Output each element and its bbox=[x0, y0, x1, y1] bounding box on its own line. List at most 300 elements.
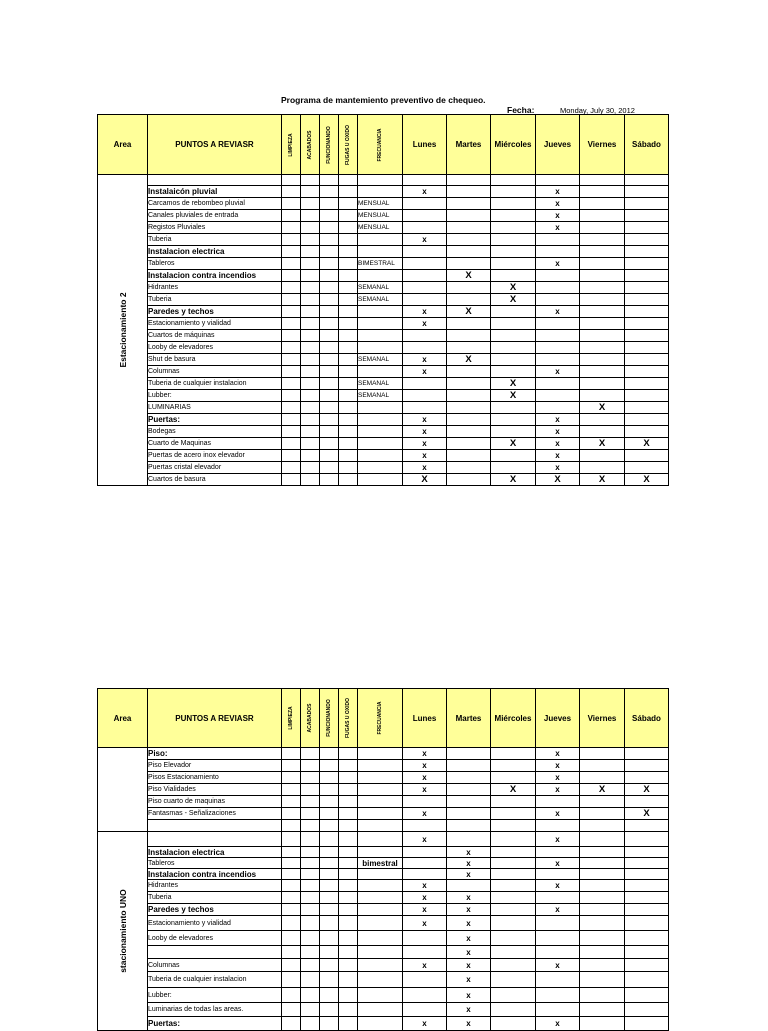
check-cell bbox=[282, 820, 301, 832]
table-row bbox=[98, 402, 669, 414]
check-cell bbox=[339, 880, 358, 892]
frequency-cell bbox=[358, 904, 403, 916]
check-cell bbox=[301, 186, 320, 198]
day-mark: x bbox=[403, 426, 447, 438]
frequency-cell bbox=[358, 462, 403, 474]
check-cell bbox=[320, 1003, 339, 1017]
frequency-cell bbox=[358, 931, 403, 946]
day-mark: x bbox=[536, 760, 580, 772]
day-mark bbox=[580, 916, 625, 931]
day-mark bbox=[447, 832, 491, 847]
day-mark bbox=[580, 832, 625, 847]
check-cell bbox=[282, 318, 301, 330]
day-mark: X bbox=[491, 390, 536, 402]
check-cell bbox=[282, 847, 301, 858]
table-row bbox=[98, 198, 669, 210]
col-area: Area bbox=[98, 689, 148, 748]
check-cell bbox=[282, 972, 301, 988]
day-mark bbox=[491, 880, 536, 892]
table-row bbox=[98, 270, 669, 282]
frequency-cell bbox=[358, 234, 403, 246]
day-mark bbox=[625, 796, 669, 808]
day-mark bbox=[403, 282, 447, 294]
day-mark bbox=[625, 186, 669, 198]
day-mark bbox=[625, 1003, 669, 1017]
col-fugas bbox=[339, 115, 358, 175]
day-mark bbox=[536, 1003, 580, 1017]
day-mark bbox=[447, 222, 491, 234]
day-mark: x bbox=[536, 366, 580, 378]
day-mark: x bbox=[403, 438, 447, 450]
day-mark: X bbox=[625, 438, 669, 450]
item-label: Puertas cristal elevador bbox=[148, 462, 282, 474]
day-mark: x bbox=[447, 931, 491, 946]
day-mark: x bbox=[536, 772, 580, 784]
table-row bbox=[98, 858, 669, 869]
check-cell bbox=[339, 772, 358, 784]
day-mark bbox=[580, 988, 625, 1003]
check-cell bbox=[282, 294, 301, 306]
day-mark bbox=[625, 402, 669, 414]
day-mark bbox=[625, 760, 669, 772]
day-mark bbox=[536, 402, 580, 414]
check-cell bbox=[282, 246, 301, 258]
table-row bbox=[98, 378, 669, 390]
date-label: Fecha: bbox=[507, 105, 535, 115]
table-row bbox=[98, 748, 669, 760]
day-mark: x bbox=[536, 186, 580, 198]
frequency-cell: bimestral bbox=[358, 858, 403, 869]
check-cell bbox=[301, 210, 320, 222]
check-cell bbox=[320, 222, 339, 234]
day-mark bbox=[447, 880, 491, 892]
check-cell bbox=[339, 186, 358, 198]
day-mark bbox=[491, 258, 536, 270]
day-mark: x bbox=[403, 892, 447, 904]
day-mark: x bbox=[536, 426, 580, 438]
day-mark: X bbox=[491, 784, 536, 796]
day-mark bbox=[491, 198, 536, 210]
frequency-cell bbox=[358, 366, 403, 378]
day-mark: x bbox=[403, 1017, 447, 1031]
check-cell bbox=[320, 210, 339, 222]
day-mark: x bbox=[536, 748, 580, 760]
col-martes: Martes bbox=[447, 689, 491, 748]
day-mark bbox=[447, 366, 491, 378]
day-mark bbox=[447, 450, 491, 462]
day-mark bbox=[491, 1003, 536, 1017]
check-cell bbox=[320, 438, 339, 450]
day-mark bbox=[447, 258, 491, 270]
table-row bbox=[98, 366, 669, 378]
day-mark: x bbox=[536, 450, 580, 462]
table-row bbox=[98, 222, 669, 234]
check-cell bbox=[282, 438, 301, 450]
check-cell bbox=[339, 748, 358, 760]
check-cell bbox=[320, 784, 339, 796]
item-label bbox=[148, 820, 282, 832]
check-cell bbox=[301, 378, 320, 390]
table-row bbox=[98, 847, 669, 858]
item-label: Tableros bbox=[148, 258, 282, 270]
check-cell bbox=[320, 330, 339, 342]
day-mark bbox=[447, 414, 491, 426]
check-cell bbox=[339, 916, 358, 931]
day-mark bbox=[580, 246, 625, 258]
frequency-cell bbox=[358, 306, 403, 318]
day-mark bbox=[625, 869, 669, 880]
check-cell bbox=[301, 342, 320, 354]
frequency-cell bbox=[358, 916, 403, 931]
item-label: Tuberia de cualquier instalacion bbox=[148, 378, 282, 390]
day-mark: x bbox=[447, 892, 491, 904]
day-mark bbox=[447, 772, 491, 784]
day-mark: x bbox=[403, 306, 447, 318]
check-cell bbox=[320, 354, 339, 366]
day-mark bbox=[403, 210, 447, 222]
check-cell bbox=[301, 258, 320, 270]
check-cell bbox=[339, 294, 358, 306]
check-cell bbox=[282, 402, 301, 414]
day-mark bbox=[536, 234, 580, 246]
day-mark bbox=[625, 916, 669, 931]
frequency-cell: SEMANAL bbox=[358, 390, 403, 402]
day-mark bbox=[447, 282, 491, 294]
day-mark bbox=[403, 198, 447, 210]
day-mark bbox=[625, 748, 669, 760]
day-mark bbox=[536, 330, 580, 342]
item-label: Cuartos de máquinas bbox=[148, 330, 282, 342]
check-cell bbox=[282, 378, 301, 390]
col-fugas-label: FUGAS U OXIDO bbox=[345, 124, 351, 165]
frequency-cell: SEMANAL bbox=[358, 294, 403, 306]
day-mark bbox=[625, 880, 669, 892]
check-cell bbox=[301, 808, 320, 820]
day-mark: x bbox=[403, 450, 447, 462]
item-label: Tableros bbox=[148, 858, 282, 869]
check-cell bbox=[301, 306, 320, 318]
day-mark bbox=[536, 869, 580, 880]
frequency-cell bbox=[358, 784, 403, 796]
day-mark: x bbox=[403, 904, 447, 916]
check-cell bbox=[320, 414, 339, 426]
check-cell bbox=[320, 186, 339, 198]
check-cell bbox=[339, 858, 358, 869]
check-cell bbox=[320, 378, 339, 390]
check-cell bbox=[339, 378, 358, 390]
day-mark bbox=[491, 820, 536, 832]
col-sabado: Sábado bbox=[625, 115, 669, 175]
check-cell bbox=[320, 916, 339, 931]
table-row bbox=[98, 832, 669, 847]
table-header-row bbox=[98, 689, 669, 748]
day-mark bbox=[580, 294, 625, 306]
table-row bbox=[98, 946, 669, 959]
table-row bbox=[98, 916, 669, 931]
check-cell bbox=[339, 869, 358, 880]
day-mark bbox=[625, 904, 669, 916]
day-mark bbox=[403, 258, 447, 270]
day-mark bbox=[491, 234, 536, 246]
day-mark bbox=[491, 772, 536, 784]
day-mark bbox=[625, 426, 669, 438]
day-mark bbox=[580, 426, 625, 438]
check-cell bbox=[282, 282, 301, 294]
day-mark: x bbox=[403, 916, 447, 931]
day-mark bbox=[491, 462, 536, 474]
day-mark bbox=[536, 916, 580, 931]
table-row bbox=[98, 462, 669, 474]
day-mark: X bbox=[625, 808, 669, 820]
item-label: Instalacion electrica bbox=[148, 847, 282, 858]
day-mark: x bbox=[447, 1003, 491, 1017]
day-mark bbox=[536, 342, 580, 354]
day-mark bbox=[580, 904, 625, 916]
day-mark: X bbox=[580, 402, 625, 414]
check-cell bbox=[282, 869, 301, 880]
check-cell bbox=[320, 931, 339, 946]
check-cell bbox=[320, 282, 339, 294]
day-mark bbox=[625, 931, 669, 946]
item-label: Instalacion contra incendios bbox=[148, 869, 282, 880]
day-mark bbox=[580, 366, 625, 378]
table-row bbox=[98, 784, 669, 796]
col-area: Area bbox=[98, 115, 148, 175]
table-row bbox=[98, 450, 669, 462]
day-mark bbox=[447, 808, 491, 820]
check-cell bbox=[339, 210, 358, 222]
check-cell bbox=[320, 426, 339, 438]
check-cell bbox=[301, 892, 320, 904]
table-row bbox=[98, 246, 669, 258]
day-mark: x bbox=[447, 858, 491, 869]
maintenance-table-estacionamiento-uno bbox=[97, 688, 669, 1031]
table-row bbox=[98, 880, 669, 892]
check-cell bbox=[282, 916, 301, 931]
day-mark bbox=[447, 210, 491, 222]
check-cell bbox=[320, 306, 339, 318]
day-mark bbox=[580, 946, 625, 959]
table-row bbox=[98, 772, 669, 784]
day-mark bbox=[625, 450, 669, 462]
day-mark bbox=[491, 858, 536, 869]
check-cell bbox=[339, 820, 358, 832]
day-mark: X bbox=[536, 474, 580, 486]
day-mark bbox=[403, 270, 447, 282]
item-label: Registos Pluviales bbox=[148, 222, 282, 234]
day-mark bbox=[403, 847, 447, 858]
check-cell bbox=[301, 294, 320, 306]
day-mark bbox=[580, 880, 625, 892]
day-mark: X bbox=[447, 354, 491, 366]
item-label: Tuberia de cualquier instalacion bbox=[148, 972, 282, 988]
day-mark bbox=[580, 330, 625, 342]
check-cell bbox=[301, 748, 320, 760]
day-mark bbox=[491, 847, 536, 858]
check-cell bbox=[282, 462, 301, 474]
day-mark bbox=[491, 402, 536, 414]
check-cell bbox=[339, 784, 358, 796]
day-mark bbox=[536, 820, 580, 832]
day-mark bbox=[625, 270, 669, 282]
frequency-cell bbox=[358, 892, 403, 904]
table-row bbox=[98, 258, 669, 270]
day-mark bbox=[625, 246, 669, 258]
check-cell bbox=[282, 808, 301, 820]
frequency-cell bbox=[358, 270, 403, 282]
col-fugas bbox=[339, 689, 358, 748]
check-cell bbox=[282, 270, 301, 282]
day-mark bbox=[491, 450, 536, 462]
day-mark bbox=[536, 294, 580, 306]
day-mark bbox=[580, 760, 625, 772]
day-mark bbox=[447, 330, 491, 342]
item-label: Puertas: bbox=[148, 414, 282, 426]
day-mark: x bbox=[447, 1017, 491, 1031]
day-mark bbox=[580, 450, 625, 462]
check-cell bbox=[282, 904, 301, 916]
day-mark: x bbox=[536, 258, 580, 270]
check-cell bbox=[301, 462, 320, 474]
frequency-cell: MENSUAL bbox=[358, 222, 403, 234]
check-cell bbox=[339, 972, 358, 988]
maintenance-table-estacionamiento-2 bbox=[97, 114, 669, 486]
day-mark: X bbox=[491, 378, 536, 390]
item-label bbox=[148, 832, 282, 847]
check-cell bbox=[301, 847, 320, 858]
day-mark bbox=[625, 820, 669, 832]
day-mark bbox=[580, 808, 625, 820]
check-cell bbox=[282, 330, 301, 342]
day-mark: x bbox=[536, 808, 580, 820]
day-mark bbox=[491, 931, 536, 946]
frequency-cell bbox=[358, 760, 403, 772]
frequency-cell bbox=[358, 832, 403, 847]
day-mark: x bbox=[536, 414, 580, 426]
check-cell bbox=[339, 946, 358, 959]
day-mark bbox=[580, 869, 625, 880]
item-label: Bodegas bbox=[148, 426, 282, 438]
item-label: Estacionamiento y vialidad bbox=[148, 916, 282, 931]
frequency-cell bbox=[358, 426, 403, 438]
day-mark: x bbox=[403, 748, 447, 760]
check-cell bbox=[301, 988, 320, 1003]
check-cell bbox=[301, 366, 320, 378]
day-mark: x bbox=[403, 772, 447, 784]
check-cell bbox=[282, 354, 301, 366]
check-cell bbox=[282, 390, 301, 402]
day-mark: x bbox=[447, 959, 491, 972]
day-mark bbox=[447, 438, 491, 450]
day-mark bbox=[536, 354, 580, 366]
check-cell bbox=[301, 820, 320, 832]
day-mark bbox=[536, 270, 580, 282]
day-mark bbox=[625, 959, 669, 972]
day-mark bbox=[625, 414, 669, 426]
check-cell bbox=[320, 450, 339, 462]
day-mark bbox=[625, 342, 669, 354]
day-mark bbox=[625, 294, 669, 306]
col-funcionando-label: FUNCIONANDO bbox=[326, 699, 332, 737]
day-mark: x bbox=[536, 880, 580, 892]
frequency-cell bbox=[358, 880, 403, 892]
check-cell bbox=[301, 330, 320, 342]
col-funcionando bbox=[320, 115, 339, 175]
col-funcionando bbox=[320, 689, 339, 748]
day-mark: x bbox=[536, 832, 580, 847]
day-mark bbox=[403, 946, 447, 959]
day-mark bbox=[491, 946, 536, 959]
item-label: Puertas de acero inox elevador bbox=[148, 450, 282, 462]
check-cell bbox=[320, 808, 339, 820]
day-mark: X bbox=[403, 474, 447, 486]
day-mark bbox=[491, 270, 536, 282]
table-row bbox=[98, 760, 669, 772]
item-label: Instalacion electrica bbox=[148, 246, 282, 258]
check-cell bbox=[320, 342, 339, 354]
day-mark: x bbox=[403, 186, 447, 198]
table-row bbox=[98, 426, 669, 438]
check-cell bbox=[339, 414, 358, 426]
table-row bbox=[98, 931, 669, 946]
frequency-cell: BIMESTRAL bbox=[358, 258, 403, 270]
table-row bbox=[98, 808, 669, 820]
table-row bbox=[98, 988, 669, 1003]
check-cell bbox=[301, 1003, 320, 1017]
check-cell bbox=[282, 1003, 301, 1017]
frequency-cell bbox=[358, 318, 403, 330]
day-mark bbox=[491, 414, 536, 426]
check-cell bbox=[339, 892, 358, 904]
item-label: Carcamos de rebombeo pluvial bbox=[148, 198, 282, 210]
day-mark bbox=[536, 390, 580, 402]
check-cell bbox=[282, 772, 301, 784]
table-row bbox=[98, 294, 669, 306]
check-cell bbox=[339, 402, 358, 414]
day-mark bbox=[491, 306, 536, 318]
day-mark bbox=[625, 198, 669, 210]
day-mark: x bbox=[536, 784, 580, 796]
day-mark bbox=[580, 306, 625, 318]
day-mark: x bbox=[536, 222, 580, 234]
check-cell bbox=[282, 880, 301, 892]
day-mark bbox=[580, 378, 625, 390]
check-cell bbox=[301, 959, 320, 972]
check-cell bbox=[339, 808, 358, 820]
col-sabado: Sábado bbox=[625, 689, 669, 748]
col-jueves: Jueves bbox=[536, 115, 580, 175]
day-mark bbox=[447, 234, 491, 246]
day-mark bbox=[403, 988, 447, 1003]
day-mark bbox=[491, 210, 536, 222]
check-cell bbox=[282, 832, 301, 847]
frequency-cell bbox=[358, 330, 403, 342]
check-cell bbox=[320, 772, 339, 784]
col-frecuancia-label: FRECUANCIA bbox=[377, 127, 383, 162]
check-cell bbox=[320, 892, 339, 904]
check-cell bbox=[301, 246, 320, 258]
day-mark bbox=[536, 946, 580, 959]
frequency-cell bbox=[358, 246, 403, 258]
day-mark bbox=[447, 378, 491, 390]
check-cell bbox=[282, 306, 301, 318]
day-mark: X bbox=[580, 438, 625, 450]
day-mark: X bbox=[491, 294, 536, 306]
check-cell bbox=[301, 354, 320, 366]
check-cell bbox=[320, 880, 339, 892]
col-limpieza-label: LIMPIEZA bbox=[288, 706, 294, 730]
area-label: stacionamiento UNO bbox=[117, 889, 128, 973]
